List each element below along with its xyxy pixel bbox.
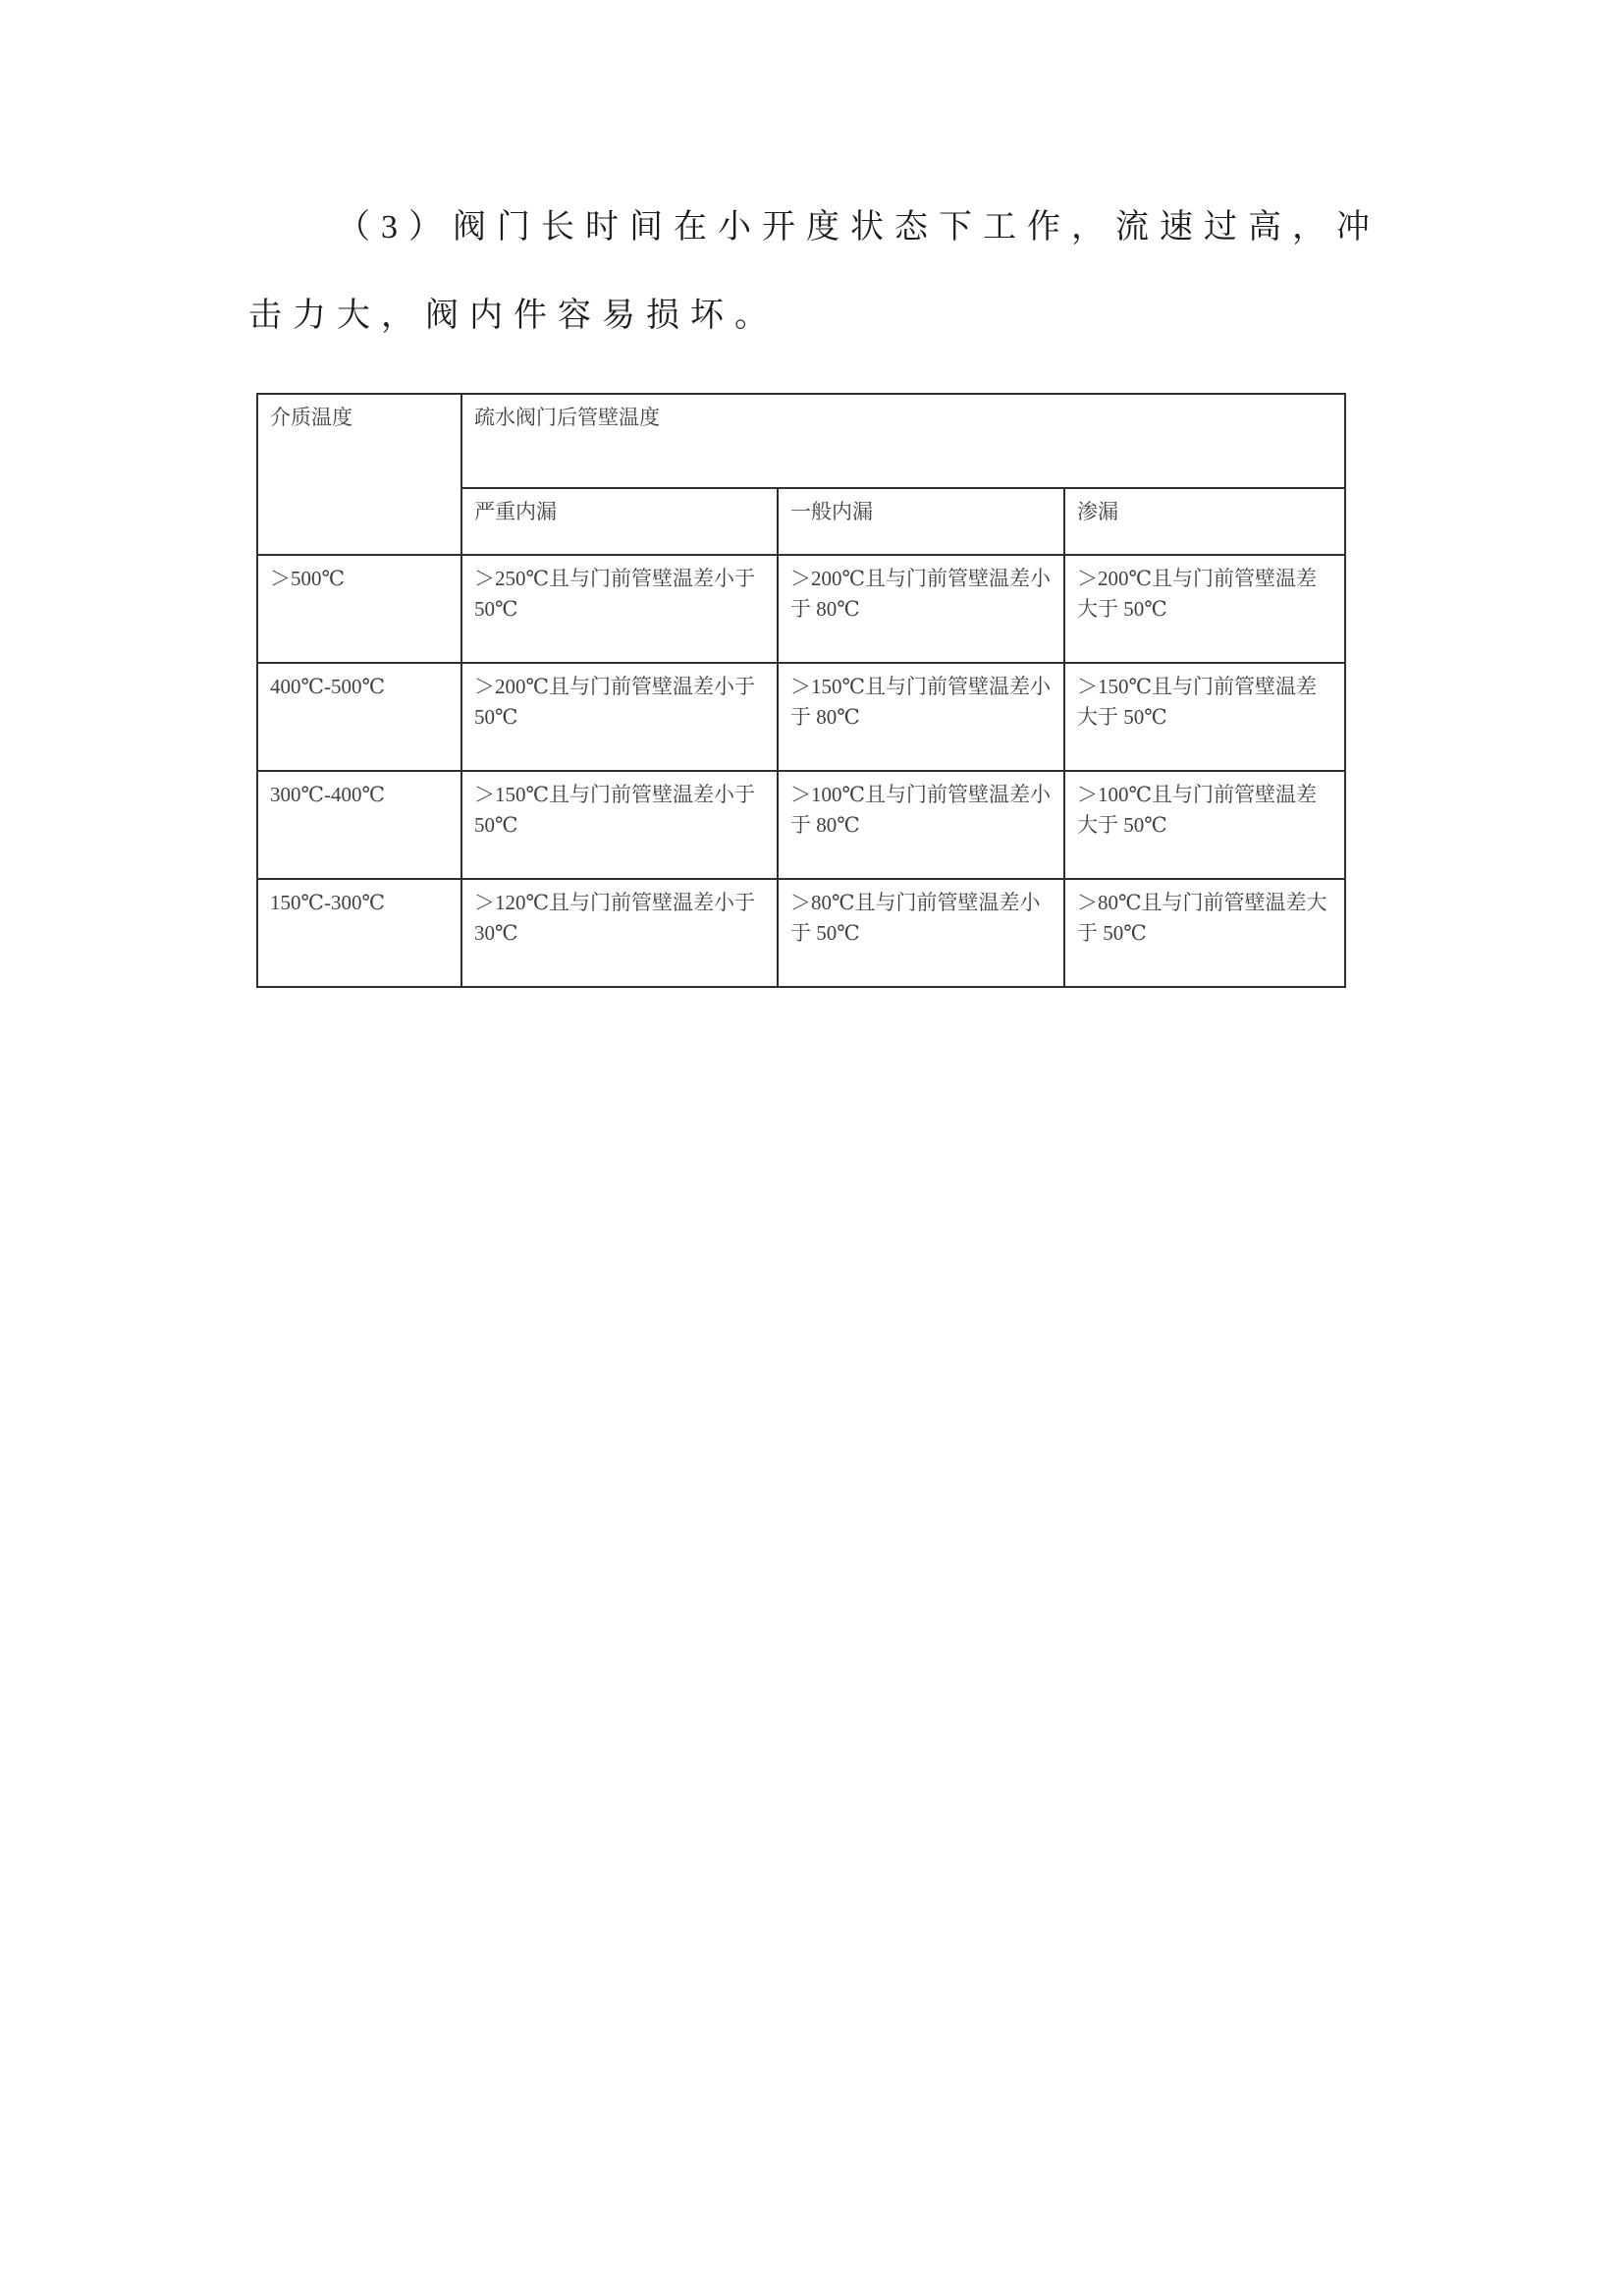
general-leak-cell: ＞200℃且与门前管壁温差小于 80℃ xyxy=(778,555,1064,663)
medium-temp-cell: 400℃-500℃ xyxy=(257,663,461,771)
medium-temp-cell: ＞500℃ xyxy=(257,555,461,663)
body-paragraph xyxy=(248,184,1407,360)
medium-temp-header-cell: 介质温度 xyxy=(257,394,461,555)
general-leak-header-cell: 一般内漏 xyxy=(778,488,1064,555)
general-leak-cell: ＞150℃且与门前管壁温差小于 80℃ xyxy=(778,663,1064,771)
general-leak-cell: ＞80℃且与门前管壁温差小于 50℃ xyxy=(778,879,1064,987)
seepage-header-cell: 渗漏 xyxy=(1064,488,1345,555)
table-row xyxy=(257,555,1345,663)
severe-leak-cell: ＞200℃且与门前管壁温差小于 50℃ xyxy=(461,663,778,771)
severe-leak-cell: ＞120℃且与门前管壁温差小于 30℃ xyxy=(461,879,778,987)
table-row xyxy=(257,663,1345,771)
paragraph-line-1: （3）阀门长时间在小开度状态下工作，流速过高，冲 xyxy=(337,209,1380,246)
table-row xyxy=(257,879,1345,987)
severe-leak-cell: ＞150℃且与门前管壁温差小于 50℃ xyxy=(461,771,778,879)
severe-leak-cell: ＞250℃且与门前管壁温差小于 50℃ xyxy=(461,555,778,663)
seepage-cell: ＞150℃且与门前管壁温差大于 50℃ xyxy=(1064,663,1345,771)
table-row xyxy=(257,771,1345,879)
table-header-row-top xyxy=(257,394,1345,488)
severe-leak-header-cell: 严重内漏 xyxy=(461,488,778,555)
wall-temp-span-header-cell: 疏水阀门后管壁温度 xyxy=(461,394,1345,488)
general-leak-cell: ＞100℃且与门前管壁温差小于 80℃ xyxy=(778,771,1064,879)
seepage-cell: ＞80℃且与门前管壁温差大于 50℃ xyxy=(1064,879,1345,987)
medium-temp-cell: 150℃-300℃ xyxy=(257,879,461,987)
seepage-cell: ＞200℃且与门前管壁温差大于 50℃ xyxy=(1064,555,1345,663)
paragraph-line-2: 击力大，阀内件容易损坏。 xyxy=(248,298,779,334)
drain-valve-temperature-table xyxy=(256,393,1346,988)
seepage-cell: ＞100℃且与门前管壁温差大于 50℃ xyxy=(1064,771,1345,879)
medium-temp-cell: 300℃-400℃ xyxy=(257,771,461,879)
document-page xyxy=(248,184,1407,988)
